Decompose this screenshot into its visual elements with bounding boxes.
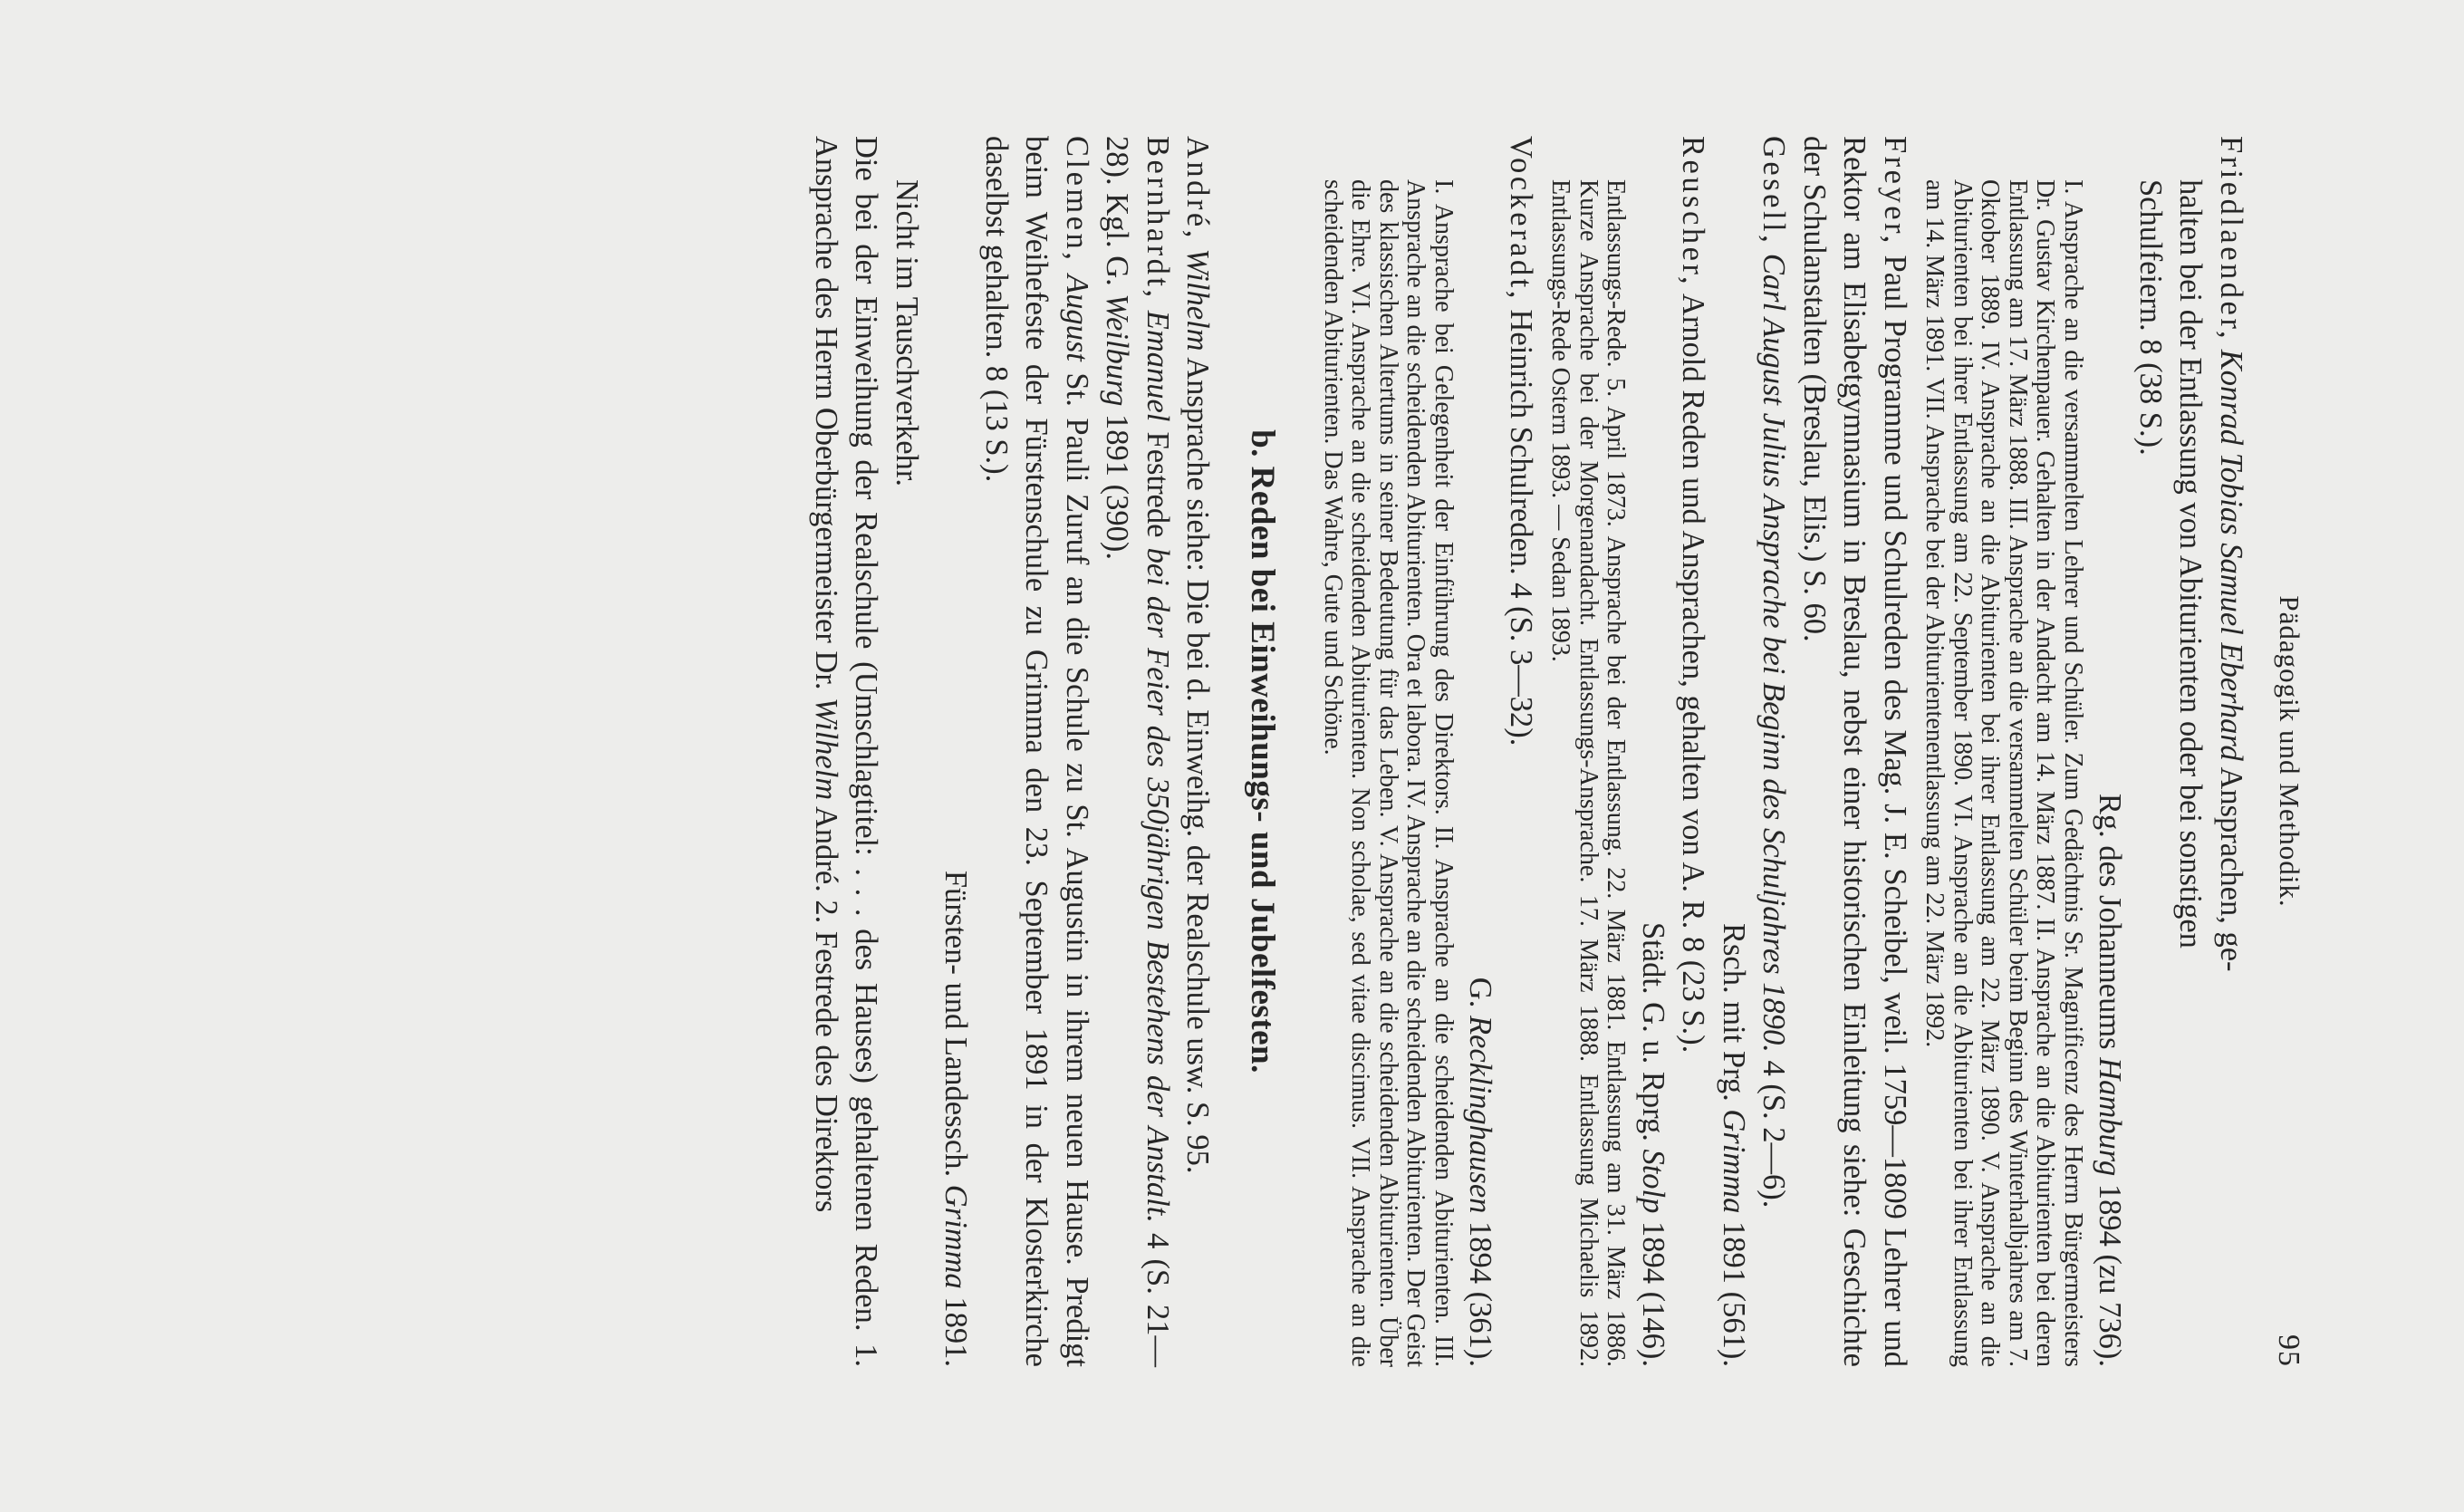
entry-continuation: halten bei der Entlassung von Abiturienten oder bei sonstigen (2173, 179, 2209, 949)
running-head-title: Pädagogik und Methodik. (2274, 595, 2305, 908)
entry-text: Heinrich Schulreden. 4 (S. 3—32). (1504, 301, 1538, 746)
entry-author-given: Wilhelm (809, 698, 843, 801)
entry-text: Festrede (1141, 421, 1175, 548)
entry-author: Clemen, (1060, 136, 1094, 264)
running-head (2251, 136, 2305, 1367)
entry-location: Städt. G. u. Rprg. Stolp 1894 (146). (1636, 922, 1670, 1367)
entry-author: Bernhardt, (1141, 136, 1175, 301)
entry-author-given: Konrad Tobias Samuel Eberhard (2214, 349, 2248, 761)
note-exchange: Nicht im Tauschverkehr. (890, 179, 924, 486)
entry-text: Ansprache siehe: Die bei d. Einweihg. der Realschule usw. S. 95. (1180, 351, 1216, 1174)
entry-text: St. Pauli Zuruf an die Schule zu St. Augustin in ihrem neuen Hause. Predigt beim Weihefeste der Fürstenschule zu Grimma den 23. September 1891 in der Klosterkirche daselbst gehalten. 8 (13 S.). (979, 136, 1094, 1368)
bibliography-entry-vockeradt (1460, 136, 1541, 1367)
entry-continuation: Schulfeiern. 8 (38 S.). (2133, 179, 2168, 456)
entry-author-given: Carl August Julius (1757, 253, 1792, 488)
bibliography-entry-bernhardt (1097, 136, 1178, 1367)
bibliography-entry-reuscher (1633, 136, 1714, 1367)
entry-city: Recklinghausen (1463, 1015, 1498, 1214)
entry-text: Paul Programme und Schulreden des Mag. J. E. Scheibel, weil. 1759—1809 Lehrer und Rektor am Elisabetgymnasium in Breslau, nebst einer historischen Einleitung siehe: Geschichte der Schulanstalten (Breslau, Elis.) S. 60. (1797, 136, 1912, 1367)
entry-author: Gesell, (1757, 136, 1792, 246)
entry-author: Reuscher, (1676, 136, 1711, 288)
entry-author-given: Wilhelm (1180, 248, 1216, 352)
bibliography-entry-freyer (1795, 136, 1916, 1367)
entry-text: Arnold Reden und Ansprachen, gehalten von A. R. 8 (23 S.). (1676, 287, 1711, 1054)
entry-author: Vockeradt, (1504, 136, 1538, 302)
entry-title: bei der Feier des 350jährigen Bestehens der Anstalt. (1141, 547, 1175, 1223)
entry-location: Rg. des Johanneums Hamburg 1894 (zu 736). (2093, 793, 2128, 1367)
bibliography-entry-clemen (936, 136, 1097, 1367)
entry-author: Friedlaender, (2214, 136, 2248, 342)
entry-author-given: Emanuel (1141, 310, 1175, 422)
bibliography-entry-andre (1178, 136, 1218, 1367)
entry-text: 4 (S. 21—28). (1100, 136, 1175, 1367)
entry-contents: I. Ansprache an die versammelten Lehrer und Schüler. Zum Gedächtnis Sr. Magnificenz des Herrn Bürgermeisters Dr. Gustav Kirchenpauer. Gehalten in der Andacht am 14. März 1887. II. Ansprache an die Abiturienten bei deren Entlassung am 17. März 1888. III. Ansprache an die versammelten Schüler beim Beginn des Winterhalbjahres am 7. Oktober 1889. IV. Ansprache an die Abiturienten bei ihrer Entlassung am 22. März 1890. V. Ansprache an die Abiturienten bei ihrer Entlassung am 22. September 1890. VI. Ansprache an die Abiturienten bei ihrer Entlassung am 14. März 1891. VII. Ansprache bei der Abiturientenentlassung am 22. März 1892. (1920, 179, 2087, 1367)
section-heading: b. Reden bei Einweihungs- und Jubelfesten. (1244, 429, 1282, 1074)
entry-contents: Entlassungs-Rede. 5. April 1873. Ansprache bei der Entlassung. 22. März 1881. Entlassung am 31. März 1886. Kurze Ansprache bei der Morgenandacht. Entlassungs-Ansprache. 17. März 1888. Entlassung Michaelis 1892. Entlassungs-Rede Ostern 1893. — Sedan 1893. (1546, 179, 1631, 1367)
entry-text: 4 (S. 2—6). (1757, 1052, 1792, 1209)
entry-city: Grimma (1717, 1109, 1751, 1214)
entry-author: Freyer, (1878, 136, 1912, 246)
entry-text: Die bei der Einweihung der Realschule (Umschlagtitel: . . . des Hauses) gehaltenen Reden. 1. Ansprache des Herrn Oberbürgermeister Dr. (809, 136, 884, 1367)
entry-author-given: August (1060, 274, 1094, 361)
entry-city: Grimma (938, 1184, 974, 1289)
entry-location: G. Recklinghausen 1894 (361). (1463, 977, 1498, 1367)
entry-location: Kgl. G. (1100, 185, 1135, 294)
entry-location: Rsch. mit Prg. Grimma 1891 (561). (1717, 922, 1751, 1367)
entry-location: Fürsten- und Landessch. Grimma 1891. (938, 870, 974, 1367)
entry-contents: I. Ansprache bei Gelegenheit der Einführung des Direktors. II. Ansprache an die scheidenden Abiturienten. III. Ansprache an die scheidenden Abiturienten. Ora et labora. IV. Ansprache an die scheidenden Abiturienten. Der Geist des klassischen Altertums in seiner Bedeutung für das Leben. V. Ansprache an die scheidenden Abiturienten. Über die Ehre. VI. Ansprache an die scheidenden Abiturienten. Non scholae, sed vitae discimus. VII. Ansprache an die scheidenden Abiturienten. Das Wahre, Gute und Schöne. (1319, 179, 1458, 1367)
bibliography-entry-friedlaender (2090, 136, 2251, 1367)
entry-first-line: Ansprachen, ge- (2214, 760, 2248, 972)
entry-location-post: 1891 (390). (1100, 406, 1135, 560)
bibliography-entry-einweihung (806, 136, 887, 1367)
entry-author: André, (1180, 136, 1216, 241)
entry-text: André. 2. Festrede des Direktors (809, 800, 843, 1213)
page-number: 95 (2272, 1334, 2305, 1367)
entry-city: Stolp (1636, 1149, 1670, 1214)
entry-title: Ansprache bei Beginn des Schuljahres 1890. (1757, 487, 1792, 1053)
bibliography-entry-gesell (1714, 136, 1795, 1367)
entry-city: Weilburg (1100, 294, 1135, 407)
entry-city: Hamburg (2093, 1057, 2128, 1177)
